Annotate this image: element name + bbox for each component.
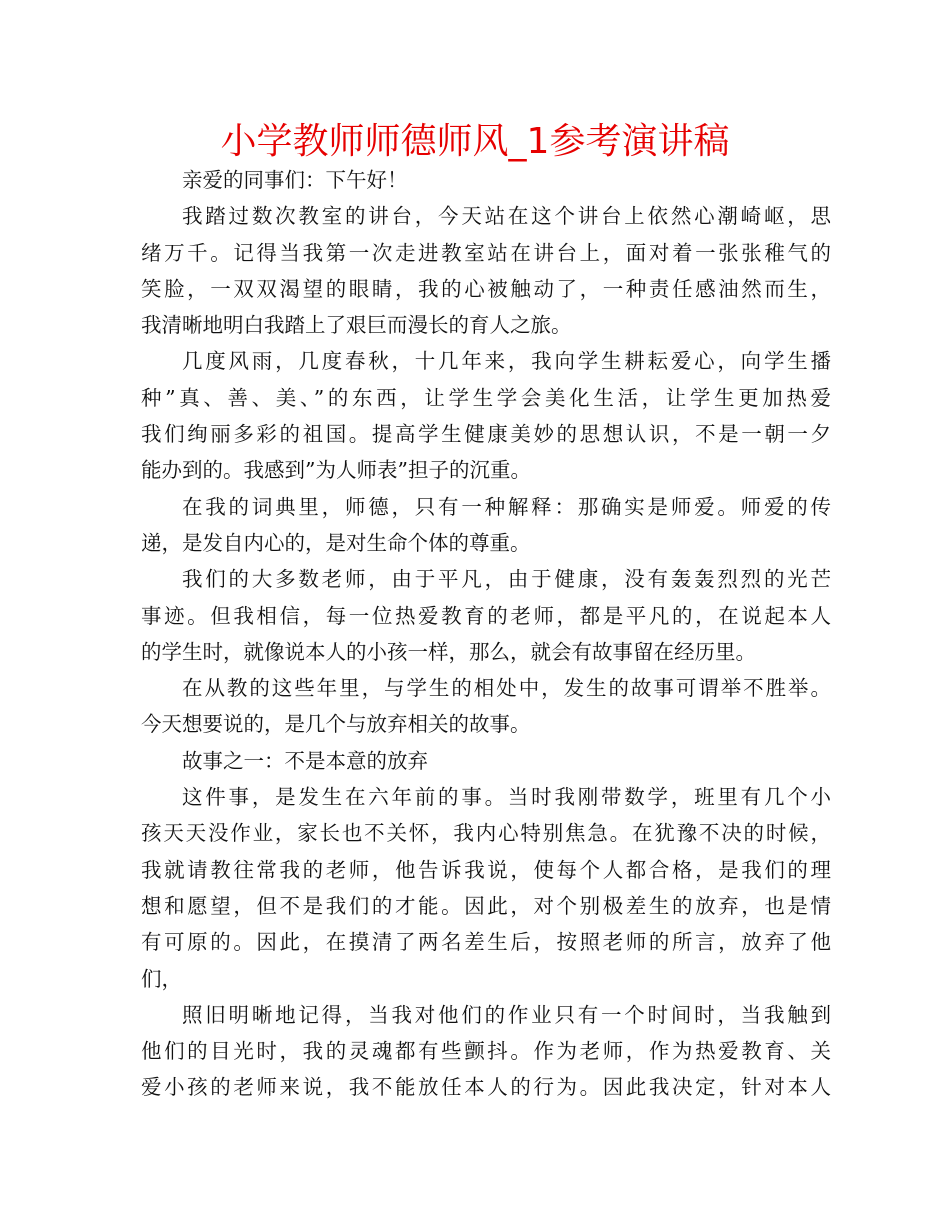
text-line: 们， (141, 966, 182, 991)
text-line: 我们绚丽多彩的祖国。提高学生健康美妙的思想认识，不是一朝一夕 (141, 422, 831, 447)
text-line: 递，是发自内心的，是对生命个体的尊重。 (141, 530, 531, 555)
document-body (141, 162, 831, 1106)
text-line: 有可原的。因此，在摸清了两名差生后，按照老师的所言，放弃了他 (141, 930, 831, 955)
text-line: 故事之一：不是本意的放弃 (182, 748, 428, 773)
document-title: 小学教师师德师风_1参考演讲稿 (220, 121, 730, 162)
text-line: 的学生时，就像说本人的小孩一样，那么，就会有故事留在经历里。 (141, 639, 756, 664)
text-line: 我清晰地明白我踏上了艰巨而漫长的育人之旅。 (141, 313, 572, 338)
text-line: 这件事，是发生在六年前的事。当时我刚带数学，班里有几个小 (182, 785, 831, 810)
text-line: 我们的大多数老师，由于平凡，由于健康，没有轰轰烈烈的光芒 (182, 567, 831, 592)
text-line: 事迹。但我相信，每一位热爱教育的老师，都是平凡的，在说起本人 (141, 603, 831, 628)
text-line: 孩天天没作业，家长也不关怀，我内心特别焦急。在犹豫不决的时候， (141, 821, 831, 846)
text-line: 绪万千。记得当我第一次走进教室站在讲台上，面对着一张张稚气的 (141, 240, 831, 265)
text-line: 种”真、善、美、”的东西，让学生学会美化生活，让学生更加热爱 (141, 385, 831, 410)
text-line: 笑脸，一双双渴望的眼睛，我的心被触动了，一种责任感油然而生， (141, 276, 831, 301)
text-line: 他们的目光时，我的灵魂都有些颤抖。作为老师，作为热爱教育、关 (141, 1039, 831, 1064)
text-line: 爱小孩的老师来说，我不能放任本人的行为。因此我决定，针对本人 (141, 1075, 831, 1100)
text-line: 能办到的。我感到”为人师表”担子的沉重。 (141, 458, 531, 483)
text-line: 在从教的这些年里，与学生的相处中，发生的故事可谓举不胜举。 (182, 676, 831, 701)
text-line: 我踏过数次教室的讲台，今天站在这个讲台上依然心潮崎岖，思 (182, 204, 831, 229)
text-line: 照旧明晰地记得，当我对他们的作业只有一个时间时，当我触到 (182, 1002, 831, 1027)
text-line: 今天想要说的，是几个与放弃相关的故事。 (141, 712, 531, 737)
text-line: 我就请教往常我的老师，他告诉我说，使每个人都合格，是我们的理 (141, 857, 831, 882)
text-line: 在我的词典里，师德，只有一种解释：那确实是师爱。师爱的传 (182, 494, 831, 519)
text-line: 几度风雨，几度春秋，十几年来，我向学生耕耘爱心，向学生播 (182, 349, 831, 374)
text-line: 亲爱的同事们：下午好！ (182, 168, 408, 192)
text-line: 想和愿望，但不是我们的才能。因此，对个别极差生的放弃，也是情 (141, 893, 831, 918)
